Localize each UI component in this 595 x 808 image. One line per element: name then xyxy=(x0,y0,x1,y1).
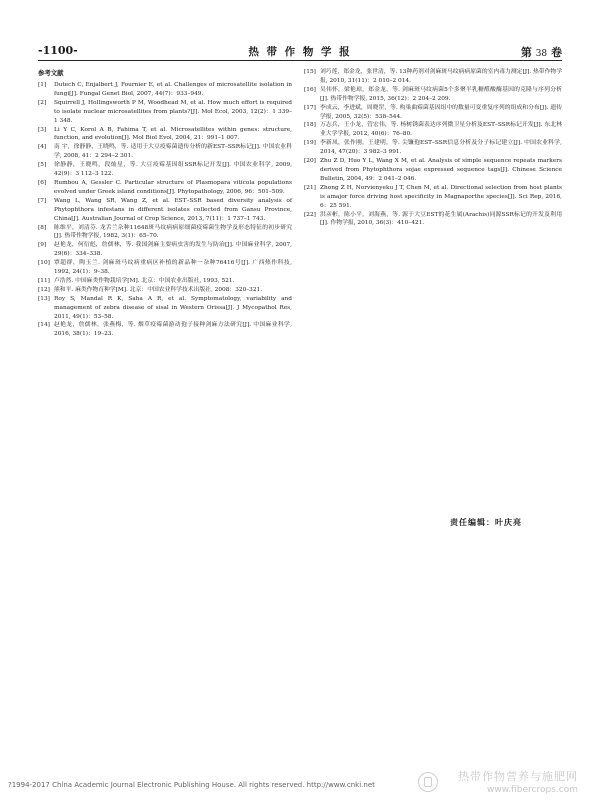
watermark-logo-icon xyxy=(418,772,438,792)
reference-number: [5] xyxy=(38,162,47,169)
reference-item xyxy=(304,139,562,157)
reference-item xyxy=(38,277,292,286)
reference-text: Zhu Z D, Huo Y L, Wang X M, et al. Analysis of simple sequence repeats markers derived from Phytophthora sojae expressed sequence tags[J]. Chinese Science Bulletin, 2004, 49：2 041–2 046. xyxy=(320,158,562,182)
reference-number: [11] xyxy=(38,277,50,284)
reference-item xyxy=(38,81,292,99)
reference-item xyxy=(38,295,292,322)
reference-text: 刘巧莲，郑金龙，张世清，等. 13种药剂对剑麻斑马纹病病原菌的室内毒力测定[J]. 热带作物学报, 2010, 31(11)：2 010–2 014. xyxy=(320,69,562,84)
reference-text: 洪彦彬，陈小平，刘海燕，等. 源于大豆EST的花生属(Arachis)同源SSR标记的开发及利用[J]. 作物学报, 2010, 36(3)：410–421. xyxy=(320,211,562,227)
volume-label xyxy=(521,44,562,60)
reference-text: Roy S, Mandal R K, Saha A R, et al. Symptomatology, variability and management of zebra disease of sisal in Western Orissa[J]. J Mycopathol Res, 2011, 49(1)：53–58. xyxy=(54,295,292,320)
reference-text: Li Y C, Korol A B, Fahima T, et al. Microsatellites within genes: structure, function, and evolution[J]. Mol Biol Evol, 2004, 21：991–1 007. xyxy=(54,126,292,142)
reference-item xyxy=(304,86,562,104)
reference-number: [12] xyxy=(38,286,50,293)
volume-prefix: 第 xyxy=(520,46,532,59)
reference-item xyxy=(38,286,292,295)
reference-text: 卢浩然. 中国麻类作物栽培学[M]. 北京：中国农业出版社, 1993, 521. xyxy=(54,277,235,284)
reference-text: 吴伟怀，梁艳琼，郑金龙，等. 剑麻斑马纹病菌5个多聚半乳糖醛酸酶基因的克隆与序列分析[J]. 热带作物学报, 2015, 36(12)：2 204–2 209. xyxy=(320,86,562,102)
reference-item xyxy=(38,241,292,259)
reference-item xyxy=(38,99,292,126)
reference-number: [21] xyxy=(304,184,316,191)
reference-item xyxy=(38,224,292,242)
reference-text: Dutech C, Enjalbert J, Fournier E, et al. Challenges of microsatellite isolation in fungi[J]. Fungal Genet Biol, 2007, 44(7)：933–949. xyxy=(54,82,292,97)
reference-number: [20] xyxy=(304,158,316,165)
reference-number: [10] xyxy=(38,260,50,267)
journal-title: 热 带 作 物 学 报 xyxy=(248,46,352,58)
watermark-url: www.fibercrops.com xyxy=(487,785,578,795)
volume-suffix: 卷 xyxy=(551,46,562,59)
copyright-footer: ?1994-2017 China Academic Journal Electronic Publishing House. All rights reserved. http://www.cnki.net xyxy=(8,781,375,789)
reference-text: 万志兵，王小龙，管宏伟，等. 杨树锈菌表达序列微卫星分析及EST–SSR标记开发[J]. 东北林业大学学报, 2012, 40(6)：76–80. xyxy=(320,122,562,138)
reference-text: Rumbou A, Gessler C. Particular structure of Plasmopara viticola populations evolved under Greek island conditions[J]. Phytopathology, 2006, 96：501–509. xyxy=(54,179,292,195)
page-number: -1100- xyxy=(38,44,78,57)
reference-item xyxy=(304,121,562,139)
reference-text: 赵艳龙，何衍彪，詹儒林，等. 我国剑麻主要病虫害的发生与防治[J]. 中国麻业科学, 2007, 29(6)：334–338. xyxy=(54,242,292,258)
reference-item xyxy=(304,68,562,86)
reference-text: Squirrell J, Hollingsworth P M, Woodhead M, et al. How much effort is required to isolate nuclear microsatellites from plants?[J]. Mol Ecol, 2003, 12(2)：1 339–1 348. xyxy=(54,99,292,124)
reference-item xyxy=(304,184,562,211)
reference-number: [4] xyxy=(38,144,47,151)
reference-item xyxy=(38,126,292,144)
reference-number: [3] xyxy=(38,126,47,133)
running-header xyxy=(38,44,562,61)
reference-number: [15] xyxy=(304,69,316,75)
reference-number: [7] xyxy=(38,197,47,204)
reference-number: [8] xyxy=(38,224,47,231)
reference-number: [18] xyxy=(304,122,316,129)
reference-list-right xyxy=(304,68,562,228)
reference-number: [1] xyxy=(38,82,47,88)
reference-text: 李新凤，张作刚，王建明，等. 尖镰孢EST–SSR信息分析及分子标记建立[J]. 中国农业科学, 2014, 47(20)：3 982–3 991. xyxy=(320,140,562,156)
reference-text: Wang L, Wang SR, Wang Z, et al. EST–SSR based diversity analysis of Phytophthora infestans in different isolates collected from Gansu Province, China[J]. Australian Journal of Crop Science, 2013, 7(11)：1 737–1 743. xyxy=(54,197,292,222)
reference-text: 赵艳龙，詹儒林，张燕梅，等. 烟草疫霉菌游动孢子接种剑麻方法研究[J]. 中国麻业科学, 2016, 38(1)：19–23. xyxy=(54,322,292,338)
reference-text: 南 宇，徐静静，王晓鸣，等. 适用于大豆疫霉菌遗传分析的新EST–SSR标记[J]. 中国农业科学, 2008, 41：2 294–2 301. xyxy=(54,144,292,160)
reference-list-left xyxy=(38,81,292,339)
reference-text: Zhong Z H, Norvienyeku J T, Chen M, et al. Directional selection from host plants is amajor force driving host specificity in Magnaporthe species[J]. Sci Rep, 2016, 6：25 591. xyxy=(320,184,562,209)
responsible-editor: 责任编辑：叶庆亮 xyxy=(450,517,522,527)
reference-number: [2] xyxy=(38,99,47,106)
reference-item xyxy=(38,197,292,224)
volume-number: 38 xyxy=(535,49,548,59)
right-column xyxy=(304,68,562,228)
reference-number: [19] xyxy=(304,140,316,147)
reference-item xyxy=(304,211,562,229)
reference-text: 熊和平. 麻类作物育种学[M]. 北京：中国农业科学技术出版社, 2008：320–321. xyxy=(54,286,263,293)
reference-text: 徐静静，王晓鸣，段灿星，等. 大豆疫霉基因组SSR标记开发[J]. 中国农业科学, 2009, 42(9)：3 112–3 122. xyxy=(54,162,292,178)
reference-item xyxy=(38,143,292,161)
reference-number: [16] xyxy=(304,86,316,93)
reference-item xyxy=(38,321,292,339)
reference-item xyxy=(38,161,292,179)
left-column xyxy=(38,68,292,339)
reference-item xyxy=(304,157,562,184)
watermark xyxy=(418,768,578,804)
reference-number: [17] xyxy=(304,104,316,111)
reference-item xyxy=(38,259,292,277)
references-heading: 参考文献 xyxy=(38,69,64,77)
reference-text: 陈维平，刘清芬. 龙舌兰杂种11648斑马纹病病原细菌疫霉菌生物学及形态特征的初步研究[J]. 热带作物学报, 1982, 3(1)：65–70. xyxy=(54,224,292,240)
reference-number: [9] xyxy=(38,242,47,249)
reference-item xyxy=(38,179,292,197)
reference-number: [22] xyxy=(304,211,316,218)
reference-number: [14] xyxy=(38,322,50,329)
reference-item xyxy=(304,104,562,122)
watermark-name: 热带作物营养与施肥网 xyxy=(458,770,578,783)
reference-number: [6] xyxy=(38,179,47,186)
reference-text: 覃超群，陶玉兰. 剑麻斑马纹病重病区补植的新品种一杂种76416号[J]. 广西热作科技, 1992, 24(1)：9–38. xyxy=(54,260,292,276)
reference-number: [13] xyxy=(38,295,50,302)
reference-text: 李成云，李进斌，周晓罡，等. 构巢曲霉菌基因组中的数量可变重复序列的组成和分布[J]. 遗传学报, 2005, 32(5)：538–544. xyxy=(320,104,562,120)
